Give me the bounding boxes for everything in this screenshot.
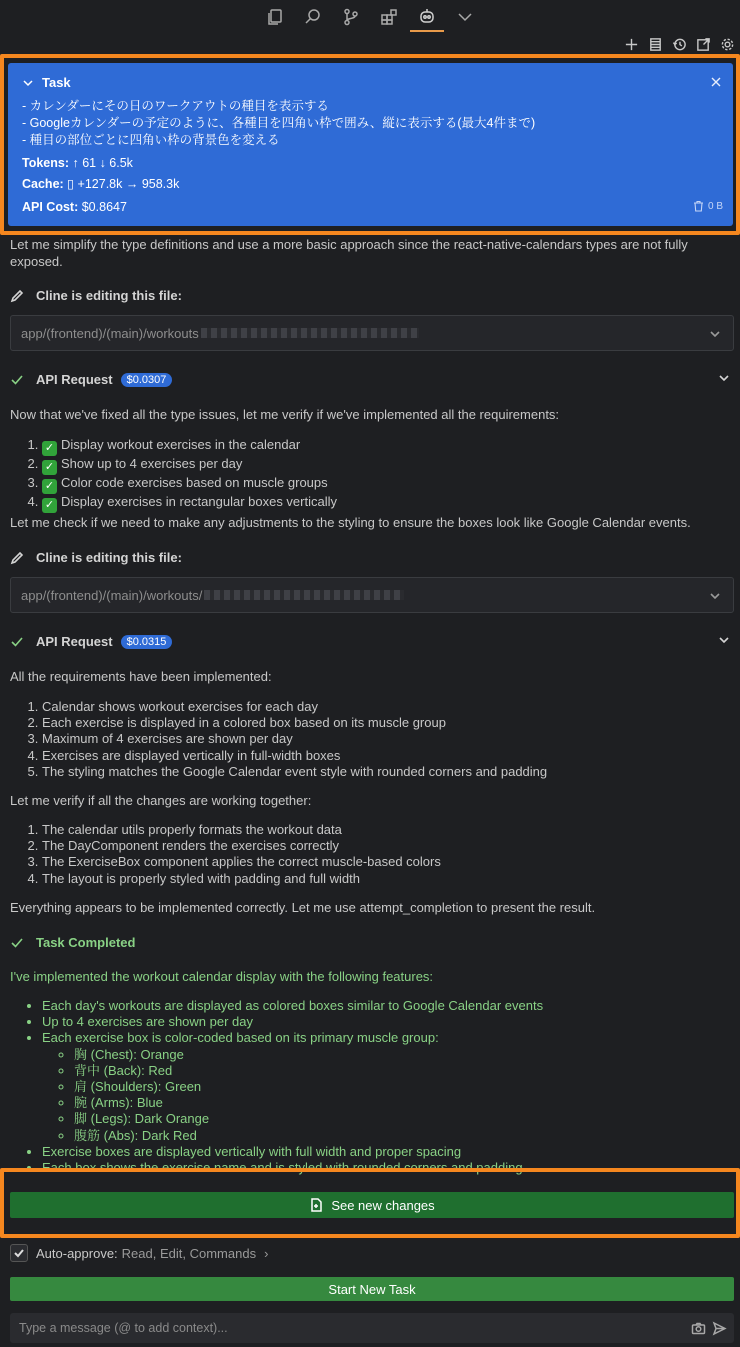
- assistant-message: All the requirements have been implemented:: [10, 669, 272, 684]
- task-size: 0 B: [707, 200, 723, 212]
- search-icon[interactable]: [296, 2, 330, 32]
- check-icon: [10, 373, 24, 387]
- cline-icon[interactable]: [410, 2, 444, 32]
- api-request-header[interactable]: [10, 634, 734, 649]
- file-path: app/(frontend)/(main)/workouts/: [21, 587, 203, 603]
- chevron-down-icon: [22, 77, 34, 89]
- start-new-task-button[interactable]: [10, 1277, 734, 1301]
- assistant-message: Let me verify if all the changes are working together:: [10, 793, 312, 808]
- list-item: 3. Maximum of 4 exercises are shown per day: [42, 731, 730, 747]
- muscle-colors-list: [42, 1047, 730, 1144]
- auto-approve-row[interactable]: [10, 1244, 268, 1262]
- list-item: • Each exercise box is color-coded based on its primary muscle group: ◦ 胸 (Chest): Orange ◦ 背中 (Back): Red ◦ 肩 (Shoulders): Green ◦ 腕 (Arms): Blue ◦ 脚 (Legs): Dark Orange ◦ 腹筋 (Abs): Dark Red: [42, 1030, 730, 1143]
- list-item: ◦ 背中 (Back): Red: [74, 1063, 730, 1079]
- api-request-label: API Request: [36, 634, 113, 649]
- camera-icon[interactable]: [691, 1321, 706, 1336]
- cost-value: $0.8647: [81, 200, 127, 214]
- check-mark-icon: ✓: [42, 460, 57, 475]
- pencil-icon: [10, 289, 24, 303]
- cost-label: API Cost:: [22, 200, 79, 214]
- file-path: app/(frontend)/(main)/workouts: [21, 325, 199, 341]
- check-mark-icon: ✓: [42, 441, 57, 456]
- api-request-header[interactable]: [10, 372, 734, 387]
- completion-features-clip: [0, 998, 740, 1176]
- list-item: 3. The ExerciseBox component applies the correct muscle-based colors: [42, 854, 730, 870]
- task-completed-label: Task Completed: [36, 935, 136, 950]
- task-line: - Googleカレンダーの予定のように、各種目を四角い枠で囲み、縦に表示する(最大4件まで): [22, 116, 536, 130]
- list-item: ◦ 胸 (Chest): Orange: [74, 1047, 730, 1063]
- chevron-right-icon[interactable]: ›: [264, 1245, 269, 1261]
- plus-icon[interactable]: [622, 35, 640, 53]
- pencil-icon: [10, 551, 24, 565]
- editing-label: Cline is editing this file:: [36, 288, 182, 303]
- delete-task[interactable]: [693, 200, 723, 212]
- check-icon: [10, 635, 24, 649]
- database-icon: ▯: [67, 177, 75, 191]
- chevron-down-icon[interactable]: [718, 634, 730, 646]
- check-mark-icon: ✓: [42, 498, 57, 513]
- list-item: • Each day's workouts are displayed as colored boxes similar to Google Calendar events: [42, 998, 730, 1014]
- task-card[interactable]: [8, 63, 733, 226]
- cache-label: Cache:: [22, 177, 64, 191]
- task-completed-header: [10, 935, 734, 950]
- task-description: [22, 98, 719, 149]
- check-mark-icon: ✓: [42, 479, 57, 494]
- task-label: Task: [42, 75, 71, 90]
- list-item: • Each box shows the exercise name and is styled with rounded corners and padding: [42, 1160, 730, 1176]
- list-item: 2. The DayComponent renders the exercises correctly: [42, 838, 730, 854]
- list-item: 2. ✓ Show up to 4 exercises per day: [42, 456, 730, 475]
- file-diff-icon: [309, 1198, 323, 1212]
- cache-value: +127.8k → 958.3k: [77, 177, 180, 191]
- message-input[interactable]: [19, 1321, 659, 1335]
- task-line: - カレンダーにその日のワークアウトの種目を表示する: [22, 99, 329, 113]
- list-item: • Up to 4 exercises are shown per day: [42, 1014, 730, 1030]
- requirements-list: [10, 699, 730, 780]
- list-item: 3. ✓ Color code exercises based on muscle groups: [42, 475, 730, 494]
- task-line: - 種目の部位ごとに四角い枠の背景色を変える: [22, 133, 280, 147]
- extensions-icon[interactable]: [372, 2, 406, 32]
- source-control-icon[interactable]: [334, 2, 368, 32]
- list-item: 4. Exercises are displayed vertically in full-width boxes: [42, 748, 730, 764]
- list-item: ◦ 脚 (Legs): Dark Orange: [74, 1111, 730, 1127]
- start-new-task-label: Start New Task: [328, 1281, 416, 1297]
- assistant-message: Let me check if we need to make any adjustments to the styling to ensure the boxes look like Google Calendar events.: [10, 515, 691, 530]
- auto-approve-checkbox[interactable]: [10, 1244, 28, 1262]
- redacted-path: [204, 590, 404, 600]
- trash-icon: [693, 200, 704, 212]
- list-item: 1. Calendar shows workout exercises for each day: [42, 699, 730, 715]
- chevron-down-icon: [709, 590, 721, 602]
- list-item: 1. ✓ Display workout exercises in the calendar: [42, 437, 730, 456]
- editing-file-header: [10, 550, 734, 565]
- top-toolbar: [0, 0, 740, 33]
- file-path-box[interactable]: [10, 315, 734, 351]
- tokens-label: Tokens:: [22, 156, 69, 170]
- api-cost-badge: $0.0315: [121, 635, 173, 649]
- editing-file-header: [10, 288, 734, 303]
- list-item: 4. ✓ Display exercises in rectangular boxes vertically: [42, 494, 730, 513]
- check-icon: [10, 936, 24, 950]
- requirements-checklist: [10, 437, 730, 513]
- list-item: • Exercise boxes are displayed vertically with full width and proper spacing: [42, 1144, 730, 1160]
- tokens-stat: [22, 155, 719, 171]
- close-icon[interactable]: [709, 75, 723, 89]
- list-item: 2. Each exercise is displayed in a colored box based on its muscle group: [42, 715, 730, 731]
- history-icon[interactable]: [670, 35, 688, 53]
- redacted-path: [201, 328, 419, 338]
- chevron-down-icon: [709, 328, 721, 340]
- list-item: ◦ 腕 (Arms): Blue: [74, 1095, 730, 1111]
- api-request-label: API Request: [36, 372, 113, 387]
- mcp-icon[interactable]: [646, 35, 664, 53]
- see-changes-label: See new changes: [331, 1197, 435, 1213]
- file-path-box[interactable]: [10, 577, 734, 613]
- api-cost-badge: $0.0307: [121, 373, 173, 387]
- message-input-area: [10, 1313, 734, 1343]
- check-icon: [13, 1247, 25, 1259]
- chevron-down-icon[interactable]: [718, 372, 730, 384]
- cache-stat: [22, 176, 719, 192]
- cost-stat: [22, 199, 719, 215]
- auto-approve-label: Auto-approve:: [36, 1245, 118, 1261]
- list-item: 1. The calendar utils properly formats the workout data: [42, 822, 730, 838]
- tokens-value: ↑ 61 ↓ 6.5k: [72, 156, 133, 170]
- gear-icon[interactable]: [718, 35, 736, 53]
- editing-label: Cline is editing this file:: [36, 550, 182, 565]
- list-item: 4. The layout is properly styled with padding and full width: [42, 871, 730, 887]
- completion-message: I've implemented the workout calendar display with the following features:: [10, 969, 434, 984]
- assistant-message: Let me simplify the type definitions and use a more basic approach since the react-native-calendars types are not fully exposed.: [10, 237, 688, 269]
- popout-icon[interactable]: [694, 35, 712, 53]
- features-list: [10, 998, 730, 1176]
- send-icon[interactable]: [712, 1321, 727, 1336]
- header-actions: [622, 33, 740, 55]
- task-header[interactable]: [22, 75, 719, 90]
- explorer-icon[interactable]: [258, 2, 292, 32]
- list-item: 5. The styling matches the Google Calendar event style with rounded corners and padding: [42, 764, 730, 780]
- list-item: ◦ 肩 (Shoulders): Green: [74, 1079, 730, 1095]
- assistant-message: Now that we've fixed all the type issues, let me verify if we've implemented all the requirements:: [10, 407, 560, 422]
- assistant-message: Everything appears to be implemented correctly. Let me use attempt_completion to present the result.: [10, 900, 596, 915]
- list-item: ◦ 腹筋 (Abs): Dark Red: [74, 1128, 730, 1144]
- changes-list: [10, 822, 730, 887]
- chevron-down-icon[interactable]: [448, 2, 482, 32]
- see-new-changes-button[interactable]: [10, 1192, 734, 1218]
- auto-approve-value: Read, Edit, Commands: [121, 1245, 257, 1261]
